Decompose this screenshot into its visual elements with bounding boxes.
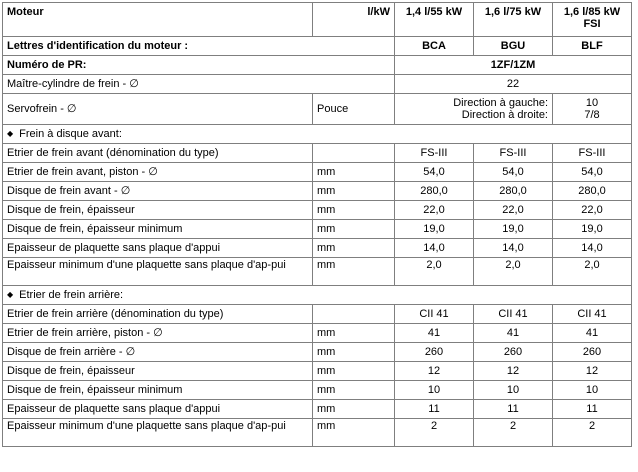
spec-row [3, 258, 632, 286]
spec-row [3, 381, 632, 400]
engine-letters-label: Lettres d'identification du moteur : [3, 37, 395, 56]
spec-value: 2 [395, 419, 474, 447]
spec-label: Epaisseur minimum d'une plaquette sans plaque d'ap-pui [3, 419, 313, 447]
engine-header: 1,6 l/75 kW [474, 3, 553, 37]
direction-left-value: 10 [585, 97, 599, 109]
rear-section-row [3, 286, 632, 305]
spec-value: 280,0 [474, 182, 553, 201]
spec-value: 11 [474, 400, 553, 419]
spec-value: FS-III [474, 144, 553, 163]
spec-row [3, 144, 632, 163]
spec-label: Disque de frein, épaisseur minimum [3, 220, 313, 239]
spec-row [3, 220, 632, 239]
spec-unit: mm [313, 381, 395, 400]
rear-rows [3, 305, 632, 447]
spec-unit: mm [313, 220, 395, 239]
master-cylinder-row [3, 75, 632, 94]
spec-label: Etrier de frein avant, piston - ∅ [3, 163, 313, 182]
spec-value: 54,0 [553, 163, 632, 182]
servo-row [3, 94, 632, 125]
spec-value: 12 [474, 362, 553, 381]
spec-value: 54,0 [395, 163, 474, 182]
direction-right-value: 7/8 [584, 109, 600, 121]
spec-unit: mm [313, 258, 395, 286]
spec-row [3, 343, 632, 362]
front-section-row [3, 125, 632, 144]
unit-header: l/kW [313, 3, 395, 37]
spec-label: Epaisseur de plaquette sans plaque d'appui [3, 239, 313, 258]
spec-unit: mm [313, 343, 395, 362]
spec-row [3, 239, 632, 258]
spec-label: Etrier de frein avant (dénomination du type) [3, 144, 313, 163]
direction-left-label: Direction à gauche: [453, 97, 548, 109]
master-cylinder-label: Maître-cylindre de frein - ∅ [3, 75, 395, 94]
spec-unit: mm [313, 201, 395, 220]
spec-unit: mm [313, 400, 395, 419]
spec-value: 280,0 [395, 182, 474, 201]
spec-value: FS-III [553, 144, 632, 163]
spec-value: 14,0 [395, 239, 474, 258]
spec-value: 2,0 [553, 258, 632, 286]
rear-section-title [3, 286, 632, 305]
spec-label: Disque de frein, épaisseur minimum [3, 381, 313, 400]
spec-value: 260 [474, 343, 553, 362]
spec-unit [313, 305, 395, 324]
engine-code: BGU [474, 37, 553, 56]
pr-number-value: 1ZF/1ZM [395, 56, 632, 75]
servo-values [553, 94, 632, 125]
spec-value: 22,0 [553, 201, 632, 220]
engine-header: 1,6 l/85 kW FSI [553, 3, 632, 37]
spec-row [3, 201, 632, 220]
spec-unit: mm [313, 163, 395, 182]
spec-value: 41 [553, 324, 632, 343]
engine-letters-row [3, 37, 632, 56]
spec-row [3, 163, 632, 182]
spec-label: Disque de frein, épaisseur [3, 362, 313, 381]
spec-row [3, 362, 632, 381]
spec-unit: mm [313, 182, 395, 201]
spec-unit: mm [313, 239, 395, 258]
spec-value: 22,0 [474, 201, 553, 220]
servo-unit: Pouce [313, 94, 395, 125]
servo-label: Servofrein - ∅ [3, 94, 313, 125]
spec-label: Etrier de frein arrière, piston - ∅ [3, 324, 313, 343]
spec-value: 12 [395, 362, 474, 381]
diamond-bullet-icon: ◆ [7, 128, 14, 138]
spec-value: 11 [553, 400, 632, 419]
spec-value: 19,0 [553, 220, 632, 239]
direction-right-label: Direction à droite: [461, 109, 548, 121]
front-section-title [3, 125, 632, 144]
front-section-label: Frein à disque avant: [19, 127, 122, 140]
spec-label: Disque de frein arrière - ∅ [3, 343, 313, 362]
spec-label: Etrier de frein arrière (dénomination du type) [3, 305, 313, 324]
spec-value: CII 41 [553, 305, 632, 324]
header-row [3, 3, 632, 37]
spec-row [3, 324, 632, 343]
spec-value: FS-III [395, 144, 474, 163]
spec-value: 22,0 [395, 201, 474, 220]
spec-value: CII 41 [474, 305, 553, 324]
pr-number-row [3, 56, 632, 75]
spec-value: CII 41 [395, 305, 474, 324]
spec-row [3, 419, 632, 447]
engine-header: 1,4 l/55 kW [395, 3, 474, 37]
spec-value: 19,0 [474, 220, 553, 239]
engine-code: BCA [395, 37, 474, 56]
moteur-header: Moteur [3, 3, 313, 37]
spec-value: 14,0 [474, 239, 553, 258]
spec-unit: mm [313, 324, 395, 343]
spec-value: 14,0 [553, 239, 632, 258]
spec-value: 280,0 [553, 182, 632, 201]
spec-label: Epaisseur minimum d'une plaquette sans plaque d'ap-pui [3, 258, 313, 286]
spec-value: 10 [395, 381, 474, 400]
pr-number-label: Numéro de PR: [3, 56, 395, 75]
spec-value: 41 [474, 324, 553, 343]
diamond-bullet-icon: ◆ [7, 289, 14, 299]
spec-value: 12 [553, 362, 632, 381]
spec-value: 260 [553, 343, 632, 362]
spec-unit [313, 144, 395, 163]
spec-label: Epaisseur de plaquette sans plaque d'appui [3, 400, 313, 419]
spec-value: 10 [553, 381, 632, 400]
spec-value: 2,0 [395, 258, 474, 286]
spec-row [3, 182, 632, 201]
spec-value: 2 [474, 419, 553, 447]
spec-value: 2 [553, 419, 632, 447]
spec-label: Disque de frein avant - ∅ [3, 182, 313, 201]
spec-unit: mm [313, 419, 395, 447]
spec-label: Disque de frein, épaisseur [3, 201, 313, 220]
spec-value: 2,0 [474, 258, 553, 286]
servo-directions [395, 94, 553, 125]
spec-value: 54,0 [474, 163, 553, 182]
spec-row [3, 400, 632, 419]
spec-value: 11 [395, 400, 474, 419]
spec-value: 19,0 [395, 220, 474, 239]
spec-value: 10 [474, 381, 553, 400]
front-rows [3, 144, 632, 286]
spec-row [3, 305, 632, 324]
spec-value: 41 [395, 324, 474, 343]
master-cylinder-value: 22 [395, 75, 632, 94]
rear-section-label: Etrier de frein arrière: [19, 288, 124, 301]
spec-unit: mm [313, 362, 395, 381]
brake-spec-table [2, 2, 632, 447]
engine-code: BLF [553, 37, 632, 56]
spec-value: 260 [395, 343, 474, 362]
